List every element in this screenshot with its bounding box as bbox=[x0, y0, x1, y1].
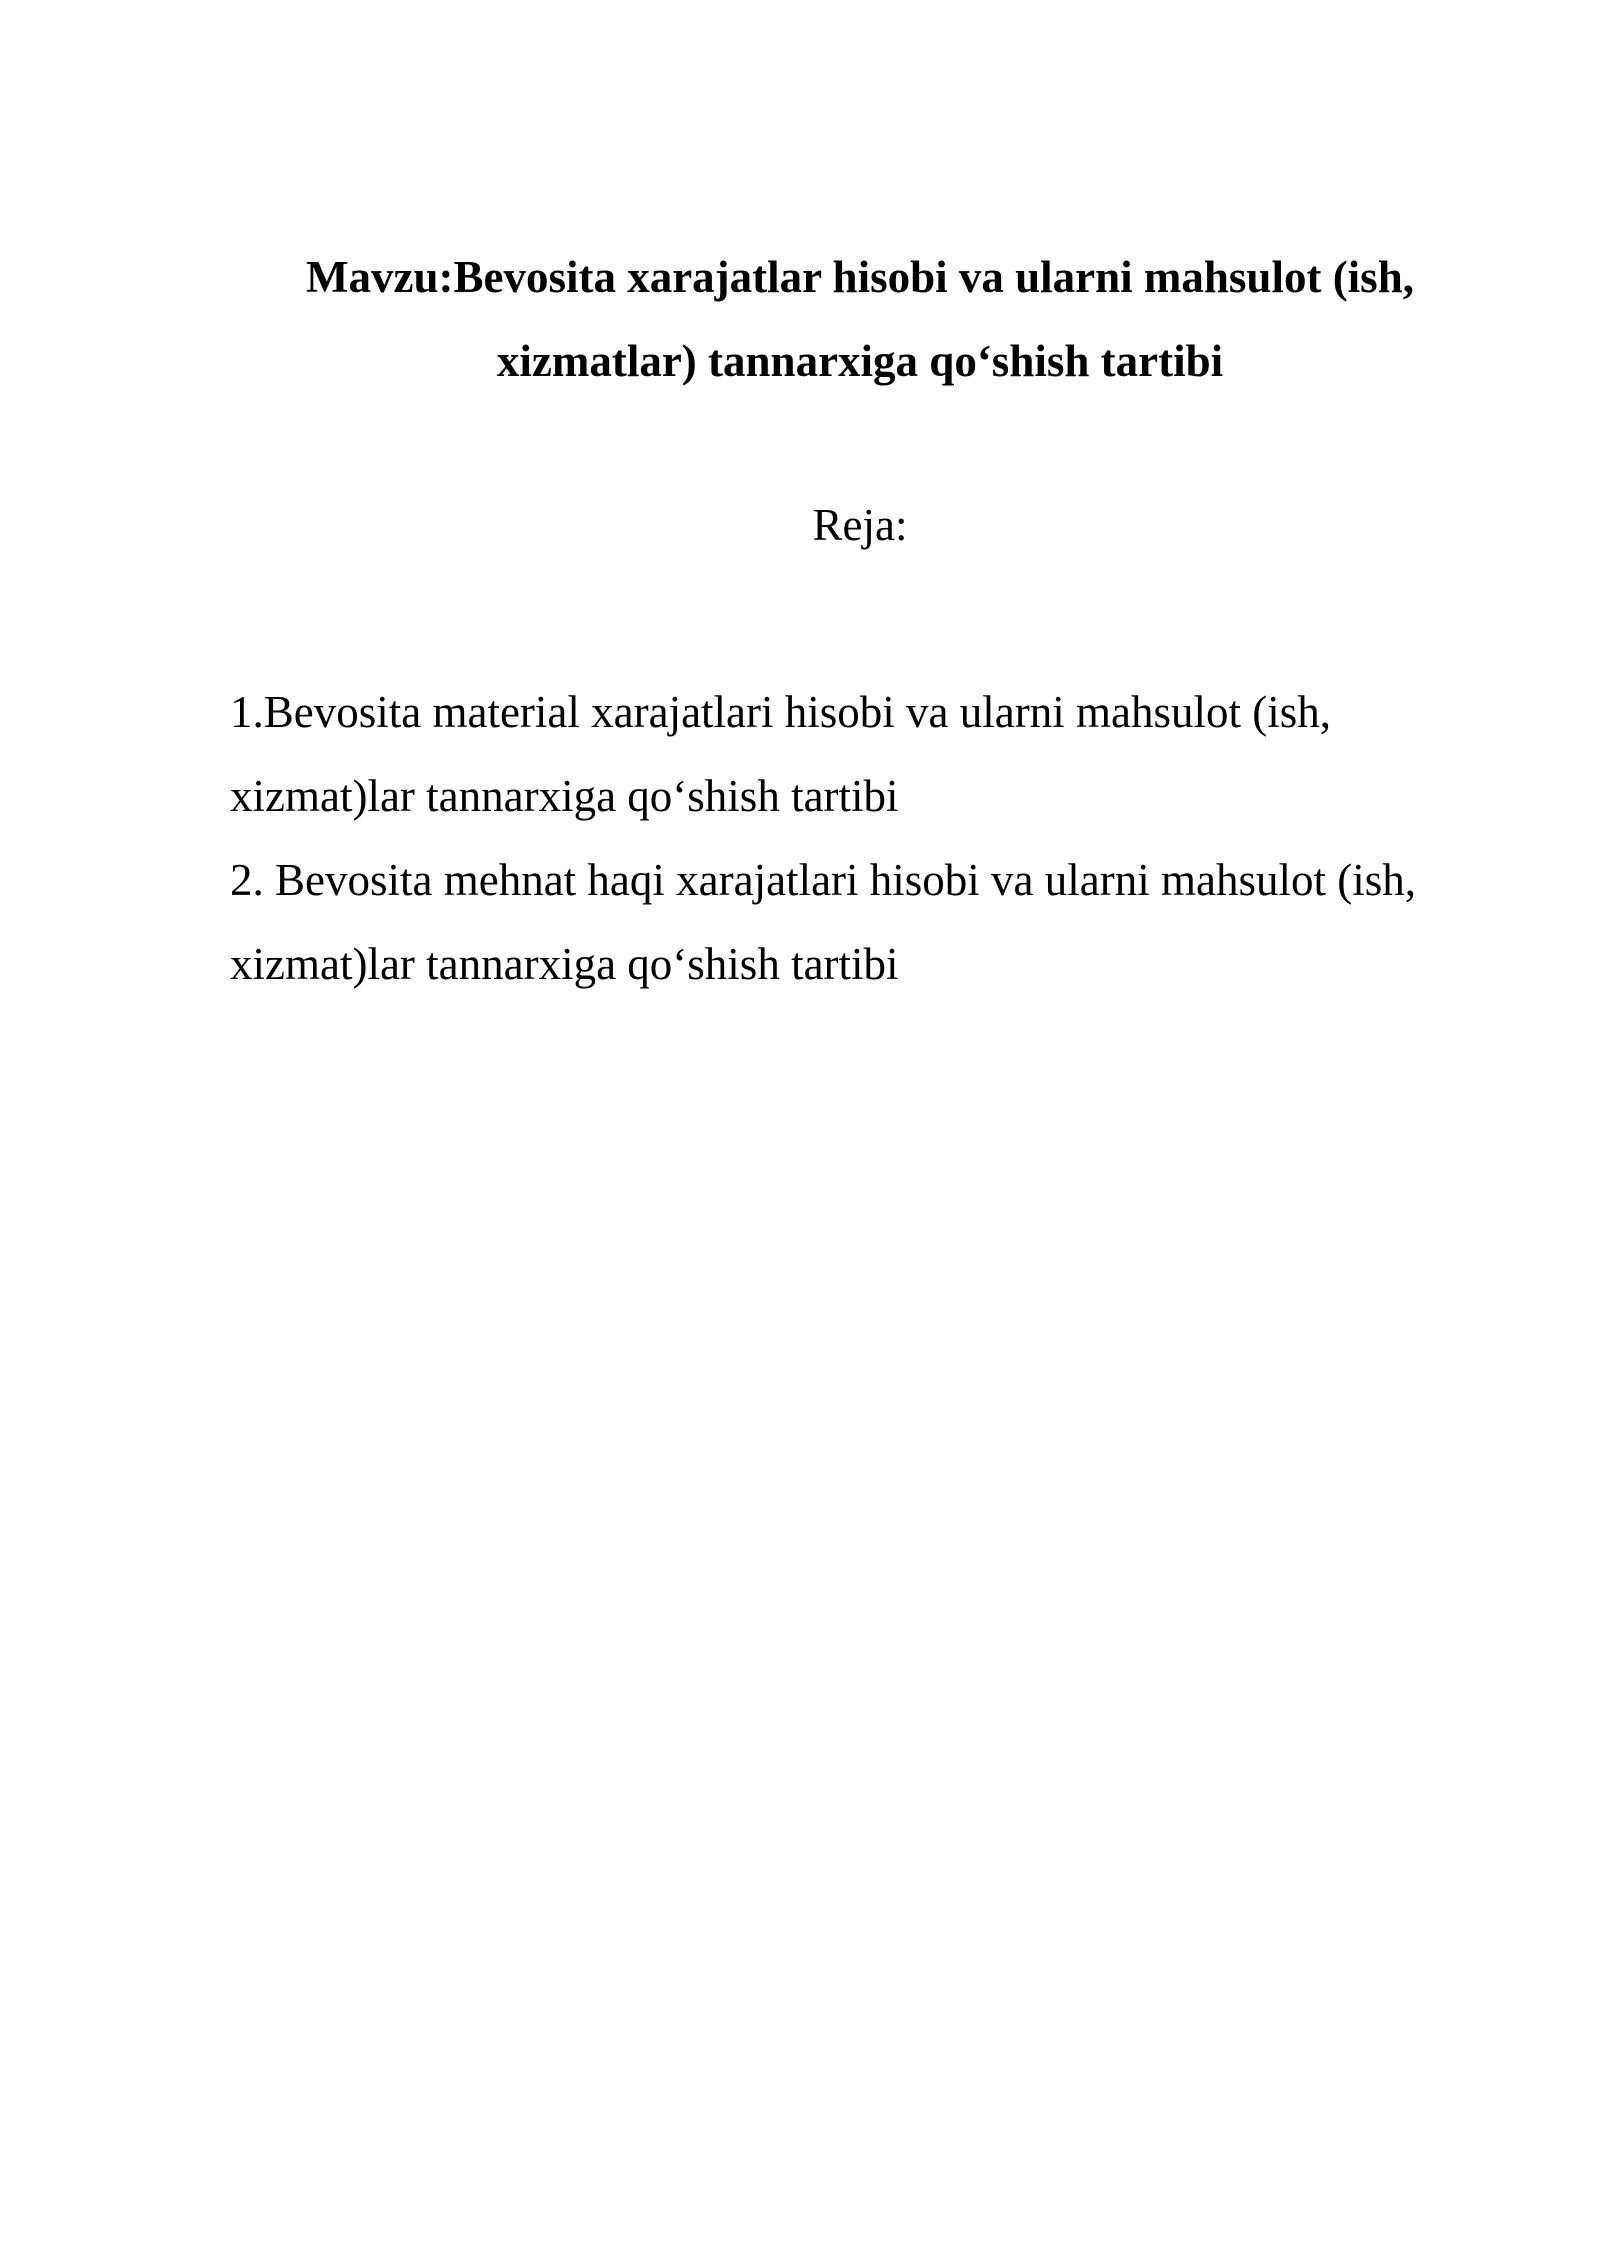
plan-item-1: 1.Bevosita material xarajatlari hisobi va ularni mahsulot (ish, xizmat)lar tannarxiga qo‘shish tartibi bbox=[230, 687, 1331, 821]
plan-item-2: 2. Bevosita mehnat haqi xarajatlari hisobi va ularni mahsulot (ish, xizmat)lar tannarxiga qo‘shish tartibi bbox=[230, 855, 1416, 989]
plan-heading: Reja: bbox=[812, 500, 908, 550]
plan-list bbox=[230, 670, 1490, 1006]
document-title: Mavzu:Bevosita xarajatlar hisobi va ularni mahsulot (ish, xizmatlar) tannarxiga qo‘shish tartibi bbox=[306, 252, 1414, 386]
